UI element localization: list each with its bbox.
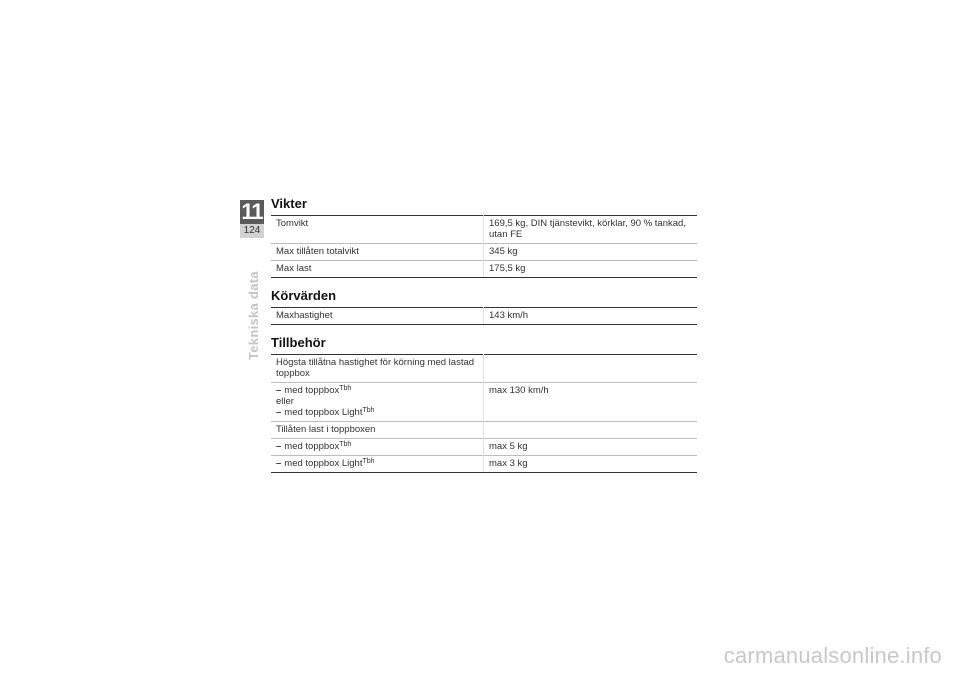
chapter-number: 11	[241, 199, 263, 224]
table-row	[271, 439, 697, 456]
dash-icon: –	[276, 407, 282, 418]
section-heading-vikter: Vikter	[271, 196, 307, 211]
table-row	[271, 383, 697, 422]
row-value: 345 kg	[484, 244, 698, 261]
item-text: med toppbox Light	[284, 458, 363, 469]
table-row	[271, 422, 697, 439]
item-text: med toppbox Light	[284, 407, 363, 418]
row-label: Max last	[271, 261, 484, 278]
section-heading-korvarden: Körvärden	[271, 288, 337, 303]
row-label: Maxhastighet	[271, 308, 484, 325]
spec-content	[271, 196, 697, 483]
table-korvarden	[271, 307, 697, 325]
table-row	[271, 308, 697, 325]
dash-icon: –	[276, 458, 282, 469]
row-value: 169,5 kg, DIN tjänstevikt, körklar, 90 % tankad, utan FE	[484, 216, 698, 244]
footnote-mark: Tbh	[339, 385, 352, 392]
footnote-mark: Tbh	[362, 458, 375, 465]
or-text: eller	[276, 396, 294, 407]
table-row	[271, 355, 697, 383]
table-row	[271, 216, 697, 244]
row-value: max 5 kg	[484, 439, 698, 456]
footnote-mark: Tbh	[362, 407, 375, 414]
item-text: med toppbox	[284, 385, 340, 396]
item-text: med toppbox	[284, 441, 340, 452]
list-item	[276, 385, 479, 396]
footnote-mark: Tbh	[339, 441, 352, 448]
table-row	[271, 456, 697, 473]
table-row	[271, 244, 697, 261]
row-value: 143 km/h	[484, 308, 698, 325]
list-item	[276, 407, 479, 418]
page-number: 124	[240, 224, 264, 238]
table-tillbehor	[271, 354, 697, 473]
table-row	[271, 261, 697, 278]
row-value: 175,5 kg	[484, 261, 698, 278]
watermark: carmanualsonline.info	[723, 643, 942, 668]
row-label: Max tillåten totalvikt	[271, 244, 484, 261]
row-label-list	[271, 439, 484, 456]
row-value	[484, 355, 698, 383]
row-value	[484, 422, 698, 439]
table-vikter	[271, 215, 697, 278]
chapter-side-title	[246, 271, 261, 372]
row-label: Tomvikt	[271, 216, 484, 244]
dash-icon: –	[276, 385, 282, 396]
dash-icon: –	[276, 441, 282, 452]
row-value: max 3 kg	[484, 456, 698, 473]
row-value: max 130 km/h	[484, 383, 698, 422]
chapter-title: Tekniska data	[246, 271, 261, 360]
chapter-tab	[240, 200, 264, 238]
row-label-list	[271, 383, 484, 422]
row-label: Högsta tillåtna hastighet för körning med lastad toppbox	[271, 355, 484, 383]
section-heading-tillbehor: Tillbehör	[271, 335, 326, 350]
row-label: Tillåten last i toppboxen	[271, 422, 484, 439]
row-label-list	[271, 456, 484, 473]
